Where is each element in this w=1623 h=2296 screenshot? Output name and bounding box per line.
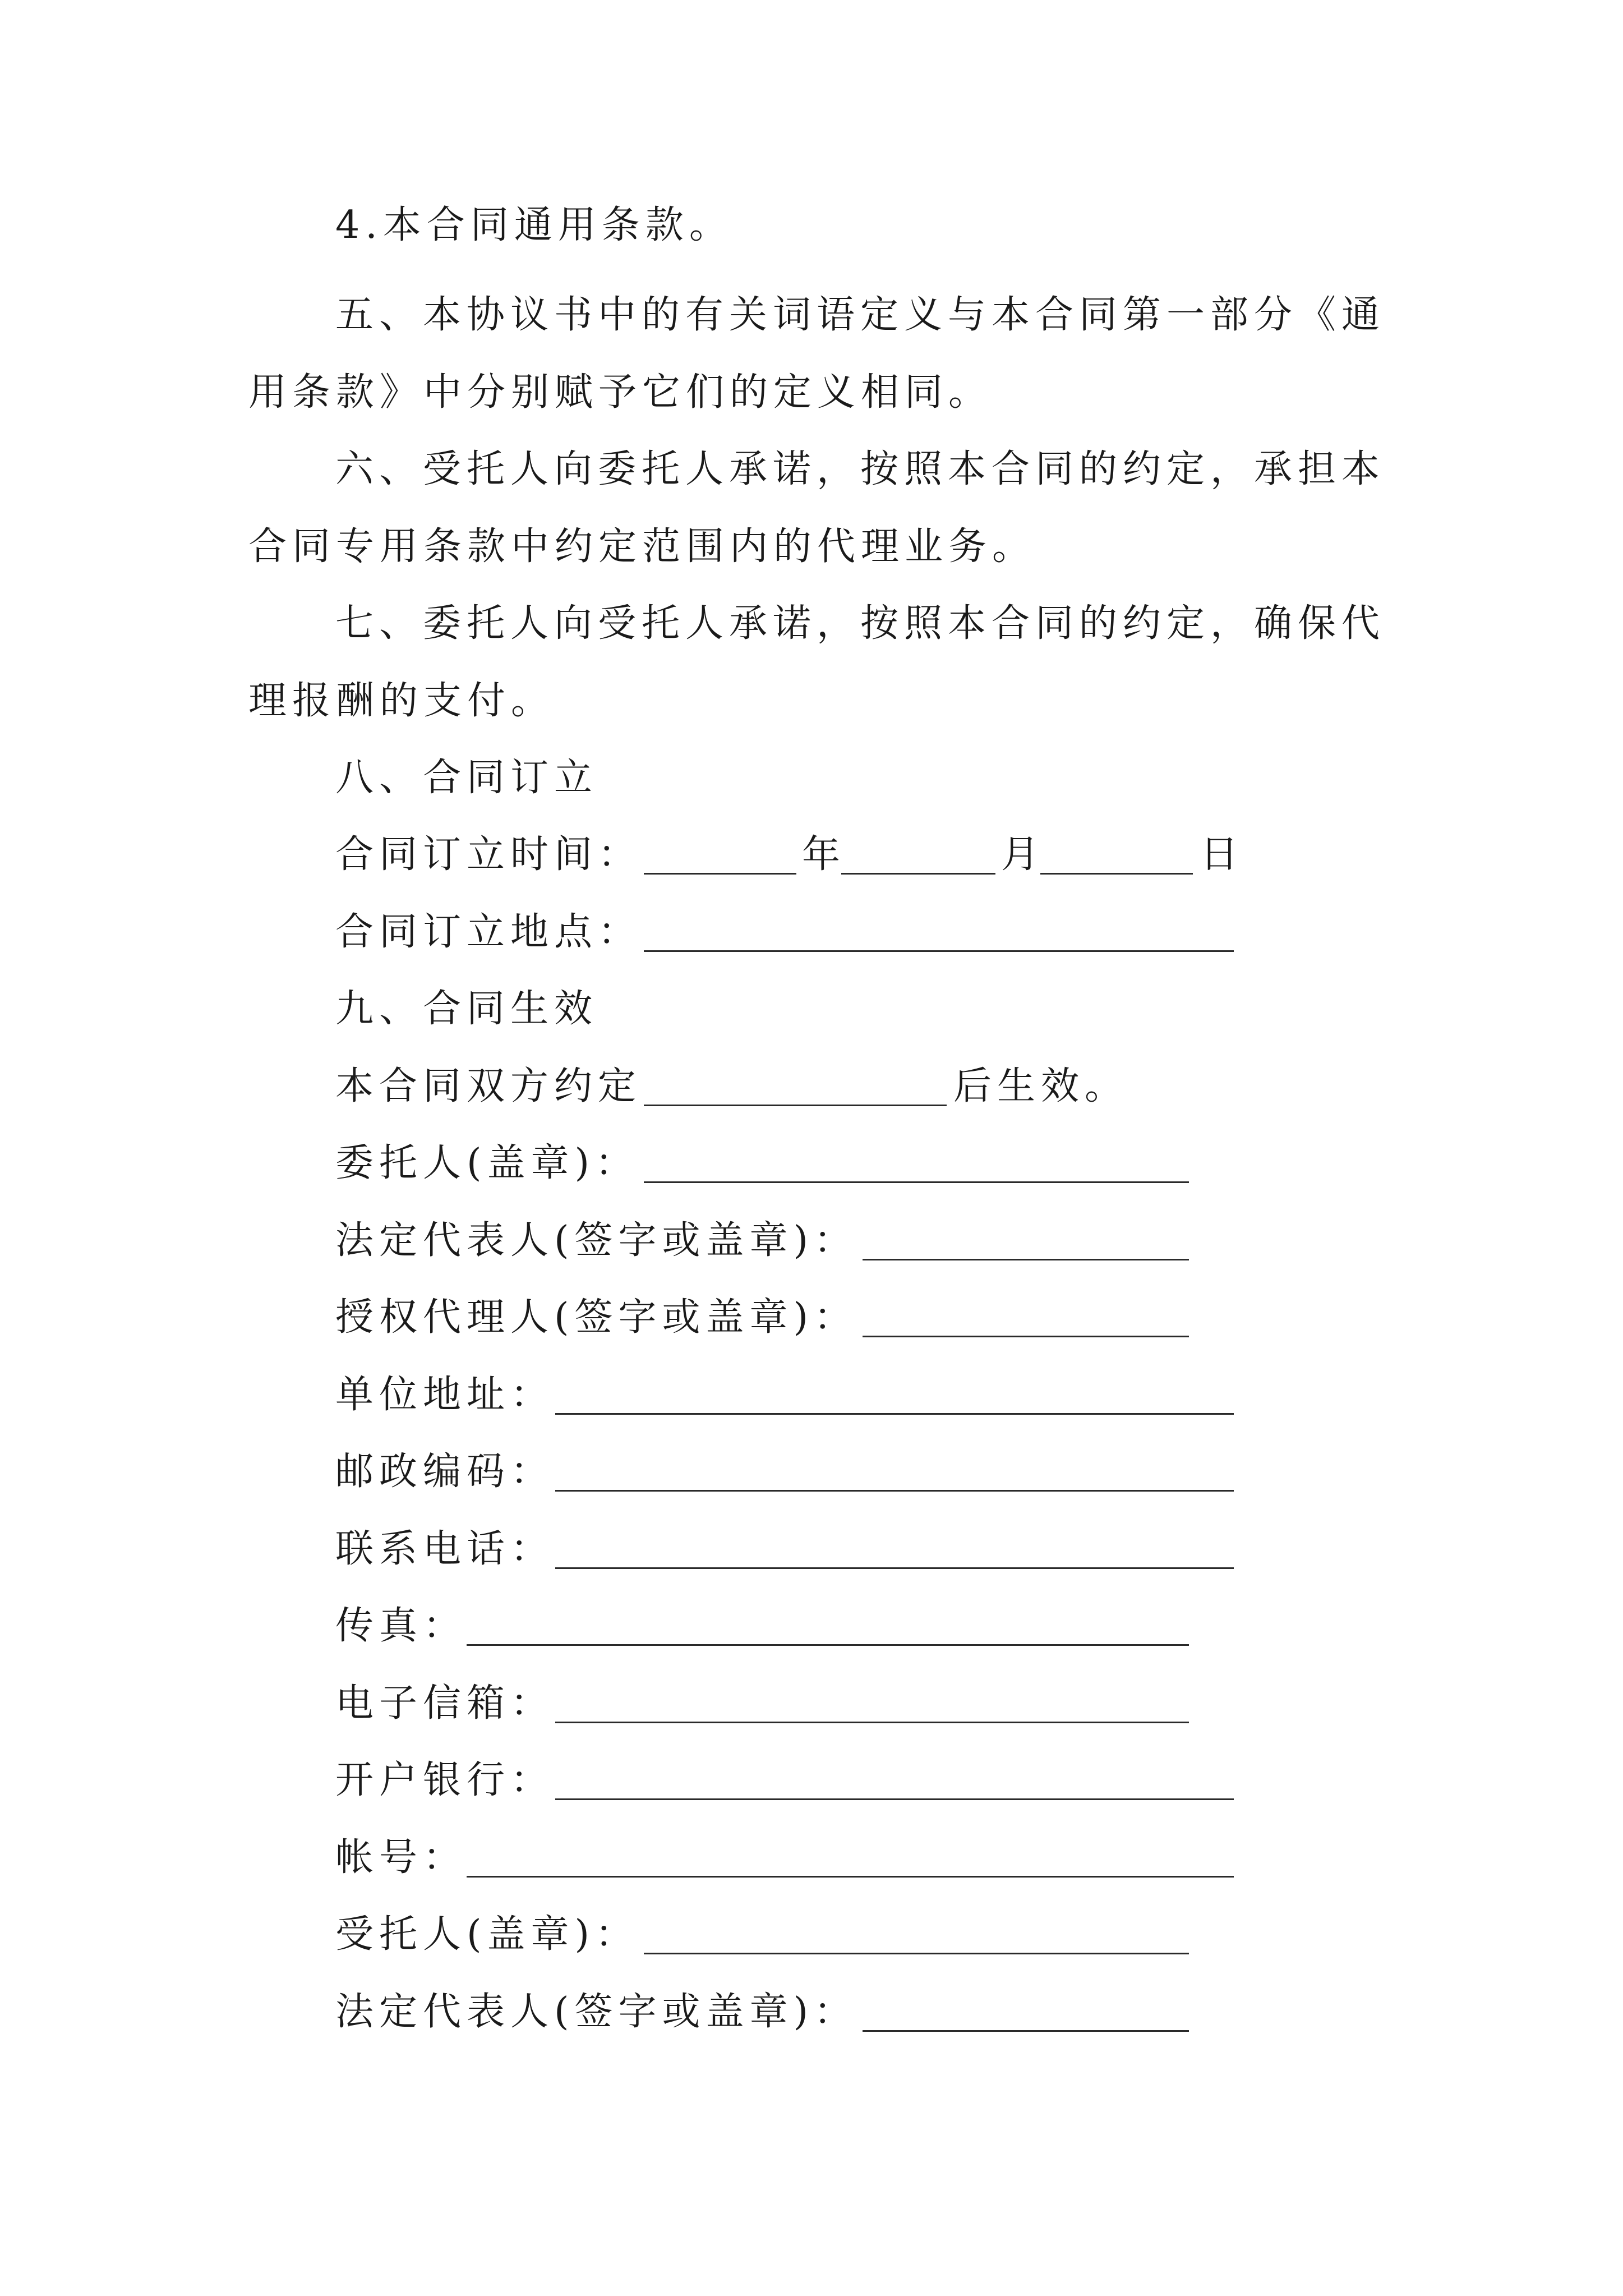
email-label: 电子信箱： [335, 1681, 555, 1726]
address-label: 单位地址： [335, 1373, 555, 1417]
principal-party-row [0, 1135, 1623, 1191]
postcode-label: 邮政编码： [335, 1450, 555, 1494]
signing-year-field[interactable] [644, 873, 796, 875]
address-field[interactable] [555, 1413, 1234, 1415]
principal-legal-rep-row [0, 1213, 1623, 1269]
day-label: 日 [1200, 832, 1244, 877]
signing-place-row [0, 904, 1623, 960]
clause-6-text-2: 合同专用条款中约定范围内的代理业务。 [248, 524, 1036, 569]
clause-5-text-1: 五、本协议书中的有关词语定义与本合同第一部分《通 [335, 293, 1386, 337]
agent-legal-rep-field[interactable] [863, 2030, 1189, 2032]
principal-legal-rep-field[interactable] [863, 1259, 1189, 1260]
clause-6-line-1 [0, 441, 1623, 498]
clause-4-text: 4.本合同通用条款。 [335, 203, 733, 247]
clause-5-line-2 [0, 365, 1623, 421]
clause-7-text-1: 七、委托人向受托人承诺，按照本合同的约定，确保代 [335, 601, 1386, 646]
agent-party-row [0, 1907, 1623, 1963]
signing-day-field[interactable] [1040, 873, 1193, 875]
fax-field[interactable] [467, 1644, 1189, 1646]
address-row [0, 1367, 1623, 1423]
clause-7-text-2: 理报酬的支付。 [248, 679, 555, 723]
signing-place-label: 合同订立地点： [335, 910, 642, 954]
effective-condition-field[interactable] [644, 1105, 947, 1106]
clause-7-line-2 [0, 673, 1623, 729]
section-9-heading-text: 九、合同生效 [335, 987, 598, 1031]
bank-label: 开户银行： [335, 1758, 555, 1802]
principal-agent-row [0, 1290, 1623, 1346]
email-field[interactable] [555, 1722, 1189, 1723]
clause-5-text-2: 用条款》中分别赋予它们的定义相同。 [248, 370, 993, 415]
account-field[interactable] [467, 1876, 1234, 1878]
signing-time-row [0, 827, 1623, 883]
principal-agent-field[interactable] [863, 1336, 1189, 1337]
agent-legal-rep-label: 法定代表人(签字或盖章)： [335, 1990, 858, 2034]
principal-party-label: 委托人(盖章)： [335, 1141, 639, 1185]
month-label: 月 [1001, 832, 1045, 877]
principal-agent-label: 授权代理人(签字或盖章)： [335, 1295, 858, 1340]
bank-row [0, 1752, 1623, 1809]
postcode-row [0, 1444, 1623, 1500]
signing-time-label: 合同订立时间： [335, 832, 642, 877]
clause-7-line-1 [0, 596, 1623, 652]
fax-label: 传真： [335, 1604, 467, 1648]
clause-6-line-2 [0, 519, 1623, 575]
principal-seal-field[interactable] [644, 1181, 1189, 1183]
effective-prefix: 本合同双方约定 [335, 1064, 642, 1108]
bank-field[interactable] [555, 1798, 1234, 1800]
phone-row [0, 1521, 1623, 1577]
account-row [0, 1830, 1623, 1886]
account-label: 帐号： [335, 1835, 467, 1880]
section-8-heading-text: 八、合同订立 [335, 756, 598, 800]
signing-month-field[interactable] [841, 873, 995, 875]
clause-5-line-1 [0, 287, 1623, 343]
agent-party-label: 受托人(盖章)： [335, 1912, 639, 1957]
clause-6-text-1: 六、受托人向委托人承诺，按照本合同的约定，承担本 [335, 447, 1386, 491]
section-9-heading [0, 981, 1623, 1037]
phone-label: 联系电话： [335, 1527, 555, 1571]
section-8-heading [0, 750, 1623, 806]
agent-seal-field[interactable] [644, 1953, 1189, 1954]
email-row [0, 1676, 1623, 1732]
effective-condition-row [0, 1059, 1623, 1115]
clause-4-line [0, 197, 1623, 254]
signing-place-field[interactable] [644, 950, 1234, 952]
year-label: 年 [802, 832, 846, 877]
effective-suffix: 后生效。 [953, 1064, 1129, 1108]
phone-field[interactable] [555, 1567, 1234, 1569]
postcode-field[interactable] [555, 1490, 1234, 1492]
principal-legal-rep-label: 法定代表人(签字或盖章)： [335, 1218, 858, 1263]
agent-legal-rep-row [0, 1984, 1623, 2040]
fax-row [0, 1598, 1623, 1654]
